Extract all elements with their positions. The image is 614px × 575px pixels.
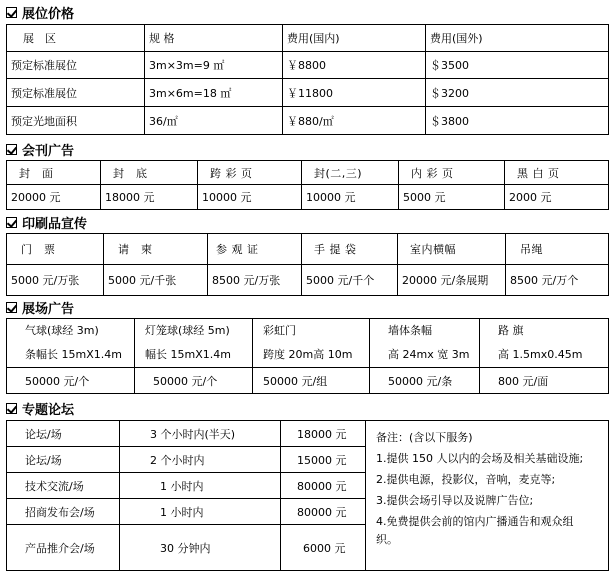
checkbox-icon: [6, 7, 17, 18]
print-header-cell: 手 提 袋: [302, 234, 398, 265]
section-title-forum: [6, 398, 74, 418]
booth-cell: ＄3800: [426, 107, 609, 135]
forum-duration-cell: 1 小时内: [120, 499, 281, 525]
section-title-journal: [6, 139, 74, 159]
venue-spec-cell: 条幅长 15mX1.4m: [7, 342, 135, 368]
print-price-cell: 5000 元/千张: [104, 265, 208, 296]
table-row: [7, 185, 609, 210]
forum-type-cell: 招商发布会/场: [7, 499, 120, 525]
forum-notes-title: 备注：(含以下服务): [376, 431, 473, 444]
forum-type-cell: 技术交流/场: [7, 473, 120, 499]
journal-header-cell: 封 底: [101, 161, 198, 185]
print-header-cell: 参 观 证: [208, 234, 302, 265]
table-row: [7, 107, 609, 135]
booth-cell: 预定光地面积: [7, 107, 145, 135]
print-price-cell: 8500 元/万张: [208, 265, 302, 296]
table-row: [7, 421, 609, 447]
forum-title: 专题论坛: [22, 402, 75, 418]
table-row: [7, 79, 609, 107]
venue-name-cell: 路 旗: [480, 319, 609, 342]
venue-title: 展场广告: [22, 301, 75, 317]
print-header-cell: 室内横幅: [398, 234, 506, 265]
forum-notes: [366, 421, 609, 571]
venue-name-cell: 气球(球经 3m): [7, 319, 135, 342]
checkbox-icon: [6, 144, 17, 155]
print-header-cell: 门 票: [7, 234, 104, 265]
journal-header-row: [7, 161, 609, 185]
forum-note-item: 3.提供会场引导以及说牌广告位;: [376, 494, 534, 507]
booth-header-domestic: 费用(国内): [283, 25, 426, 52]
journal-price-cell: 10000 元: [302, 185, 399, 210]
section-title-print: [6, 212, 87, 232]
forum-type-cell: 产品推介会/场: [7, 525, 120, 571]
booth-title: 展位价格: [22, 6, 75, 22]
journal-price-cell: 2000 元: [505, 185, 609, 210]
print-header-cell: 吊绳: [506, 234, 609, 265]
forum-duration-cell: 2 个小时内: [120, 447, 281, 473]
venue-spec-cell: 高 24mx 宽 3m: [370, 342, 480, 368]
booth-header-foreign: 费用(国外): [426, 25, 609, 52]
venue-spec-cell: 高 1.5mx0.45m: [480, 342, 609, 368]
booth-header-row: [7, 25, 609, 52]
forum-price-cell: 18000 元: [281, 421, 366, 447]
journal-header-cell: 封(二,三): [302, 161, 399, 185]
venue-price-cell: 50000 元/个: [135, 368, 253, 394]
checkbox-icon: [6, 302, 17, 313]
venue-price-cell: 50000 元/个: [7, 368, 135, 394]
table-row: [7, 265, 609, 296]
checkbox-icon: [6, 403, 17, 414]
print-price-cell: 5000 元/千个: [302, 265, 398, 296]
table-row: [7, 52, 609, 79]
print-price-cell: 5000 元/万张: [7, 265, 104, 296]
forum-duration-cell: 1 小时内: [120, 473, 281, 499]
booth-cell: ＄3200: [426, 79, 609, 107]
journal-header-cell: 跨 彩 页: [198, 161, 302, 185]
forum-price-cell: 80000 元: [281, 499, 366, 525]
table-row: [7, 368, 609, 394]
venue-spec-cell: 跨度 20m高 10m: [253, 342, 370, 368]
journal-header-cell: 黑 白 页: [505, 161, 609, 185]
venue-price-cell: 50000 元/条: [370, 368, 480, 394]
print-price-cell: 8500 元/万个: [506, 265, 609, 296]
journal-ad-table: [6, 160, 609, 210]
print-ad-table: [6, 233, 609, 296]
forum-duration-cell: 30 分钟内: [120, 525, 281, 571]
venue-name-cell: 彩虹门: [253, 319, 370, 342]
checkbox-icon: [6, 217, 17, 228]
booth-cell: ￥11800: [283, 79, 426, 107]
booth-header-spec: 规 格: [145, 25, 283, 52]
venue-name-row: [7, 319, 609, 342]
booth-cell: 36/㎡: [145, 107, 283, 135]
forum-note-item: 织。: [376, 533, 398, 546]
booth-cell: 3m×6m=18 ㎡: [145, 79, 283, 107]
print-header-row: [7, 234, 609, 265]
forum-type-cell: 论坛/场: [7, 421, 120, 447]
venue-price-cell: 800 元/面: [480, 368, 609, 394]
booth-cell: 预定标准展位: [7, 52, 145, 79]
venue-name-cell: 灯笼球(球经 5m): [135, 319, 253, 342]
print-header-cell: 请 柬: [104, 234, 208, 265]
journal-header-cell: 封 面: [7, 161, 101, 185]
journal-price-cell: 10000 元: [198, 185, 302, 210]
booth-cell: ￥880/㎡: [283, 107, 426, 135]
booth-header-zone: 展 区: [7, 25, 145, 52]
section-title-booth: [6, 2, 74, 22]
forum-duration-cell: 3 个小时内(半天): [120, 421, 281, 447]
venue-price-cell: 50000 元/组: [253, 368, 370, 394]
journal-title: 会刊广告: [22, 143, 75, 159]
journal-price-cell: 5000 元: [399, 185, 505, 210]
journal-header-cell: 内 彩 页: [399, 161, 505, 185]
venue-name-cell: 墙体条幅: [370, 319, 480, 342]
booth-cell: ＄3500: [426, 52, 609, 79]
journal-price-cell: 18000 元: [101, 185, 198, 210]
booth-price-table: [6, 24, 609, 135]
journal-price-cell: 20000 元: [7, 185, 101, 210]
forum-price-cell: 80000 元: [281, 473, 366, 499]
booth-cell: 3m×3m=9 ㎡: [145, 52, 283, 79]
venue-spec-row: [7, 342, 609, 368]
forum-price-cell: 6000 元: [281, 525, 366, 571]
forum-note-item: 1.提供 150 人以内的会场及相关基础设施;: [376, 452, 584, 465]
venue-ad-table: [6, 318, 609, 394]
print-price-cell: 20000 元/条展期: [398, 265, 506, 296]
forum-note-item: 4.免费提供会前的馆内广播通告和观众组: [376, 515, 574, 528]
section-title-venue: [6, 297, 74, 317]
forum-table: [6, 420, 609, 571]
forum-price-cell: 15000 元: [281, 447, 366, 473]
booth-cell: ￥8800: [283, 52, 426, 79]
venue-spec-cell: 幅长 15mX1.4m: [135, 342, 253, 368]
print-title: 印刷品宣传: [22, 216, 88, 232]
booth-cell: 预定标准展位: [7, 79, 145, 107]
forum-note-item: 2.提供电源，投影仪，音响，麦克等;: [376, 473, 556, 486]
forum-type-cell: 论坛/场: [7, 447, 120, 473]
